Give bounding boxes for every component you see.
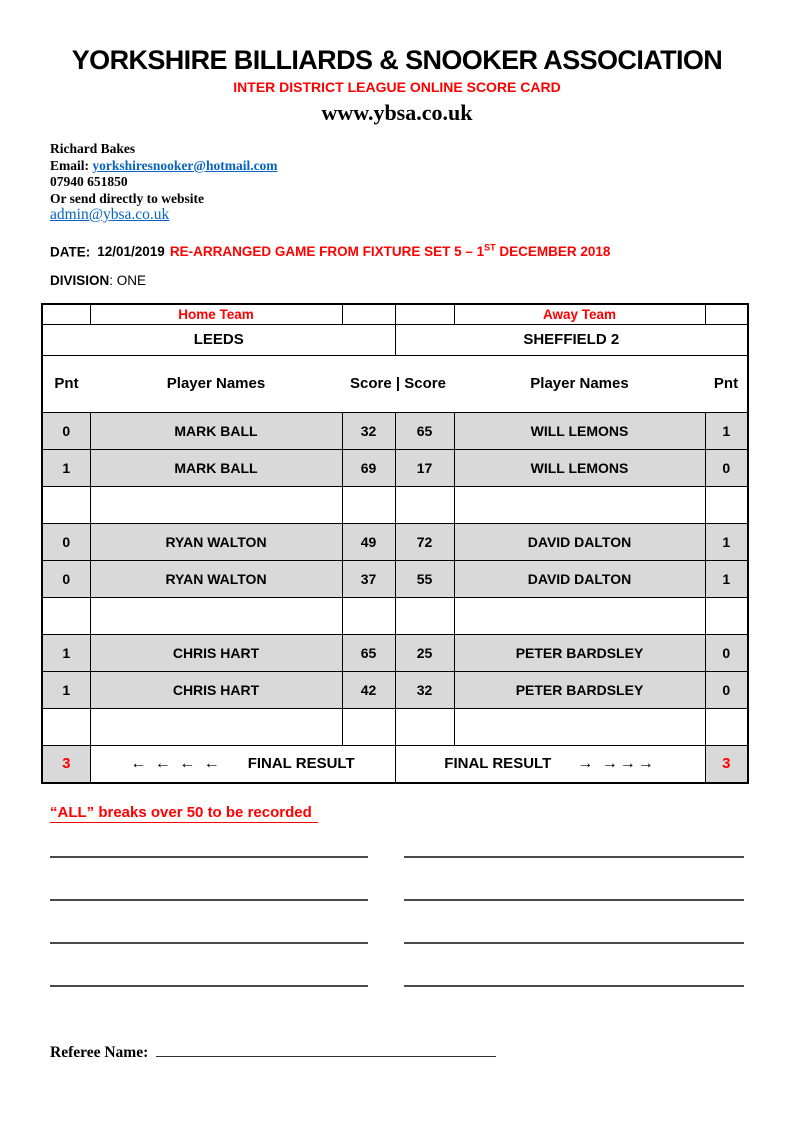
home-pnt-cell: 0 xyxy=(42,560,90,597)
admin-email-link[interactable]: admin@ybsa.co.uk xyxy=(50,206,170,223)
col-header-pnt-left: Pnt xyxy=(42,355,90,412)
breaks-section xyxy=(50,804,794,823)
home-score-cell xyxy=(342,597,395,634)
break-entry-line xyxy=(50,985,368,987)
frame-row xyxy=(42,523,748,560)
away-score-cell: 55 xyxy=(395,560,454,597)
ordinal-suffix: ST xyxy=(484,242,496,253)
document-header xyxy=(0,0,794,126)
home-final-points: 3 xyxy=(42,745,90,783)
away-score-cell xyxy=(395,708,454,745)
home-final-result-cell xyxy=(90,745,395,783)
away-score-cell: 25 xyxy=(395,634,454,671)
away-final-result-label: FINAL RESULT xyxy=(444,754,552,772)
away-final-points: 3 xyxy=(705,745,748,783)
break-entry-line xyxy=(404,942,744,944)
date-label: DATE: xyxy=(50,244,91,259)
away-player-cell: DAVID DALTON xyxy=(454,560,705,597)
score-table xyxy=(41,303,749,784)
break-entry-line xyxy=(404,899,744,901)
home-score-cell xyxy=(342,486,395,523)
frame-row xyxy=(42,671,748,708)
frame-row xyxy=(42,634,748,671)
home-pnt-cell: 1 xyxy=(42,634,90,671)
spacer-cell xyxy=(342,304,395,324)
away-score-cell: 17 xyxy=(395,449,454,486)
home-player-cell: RYAN WALTON xyxy=(90,560,342,597)
home-player-cell: RYAN WALTON xyxy=(90,523,342,560)
away-score-cell xyxy=(395,486,454,523)
away-final-result-cell xyxy=(395,745,705,783)
spacer-cell xyxy=(705,304,748,324)
home-team-name: LEEDS xyxy=(42,324,395,355)
break-entry-line xyxy=(404,856,744,858)
away-score-cell: 72 xyxy=(395,523,454,560)
break-entry-line xyxy=(404,985,744,987)
home-player-cell: MARK BALL xyxy=(90,412,342,449)
away-pnt-cell: 0 xyxy=(705,634,748,671)
home-score-cell xyxy=(342,708,395,745)
col-header-players-right: Player Names xyxy=(454,355,705,412)
referee-label: Referee Name: xyxy=(50,1044,149,1061)
away-score-cell xyxy=(395,597,454,634)
away-score-cell: 65 xyxy=(395,412,454,449)
break-entry-line xyxy=(50,899,368,901)
away-player-cell xyxy=(454,597,705,634)
referee-section xyxy=(50,1044,794,1062)
away-pnt-cell: 0 xyxy=(705,671,748,708)
away-pnt-cell: 1 xyxy=(705,412,748,449)
contact-email-link[interactable]: yorkshiresnooker@hotmail.com xyxy=(92,157,278,173)
contact-note: Or send directly to website xyxy=(50,190,204,206)
home-score-cell: 37 xyxy=(342,560,395,597)
home-pnt-cell: 1 xyxy=(42,671,90,708)
empty-frame-row xyxy=(42,486,748,523)
away-player-cell: DAVID DALTON xyxy=(454,523,705,560)
home-score-cell: 69 xyxy=(342,449,395,486)
breaks-heading: “ALL” breaks over 50 to be recorded xyxy=(50,804,318,823)
division-value: : ONE xyxy=(109,273,147,288)
frame-row xyxy=(42,560,748,597)
away-player-cell xyxy=(454,708,705,745)
spacer-cell xyxy=(42,304,90,324)
home-player-cell xyxy=(90,597,342,634)
home-player-cell xyxy=(90,708,342,745)
frame-row xyxy=(42,449,748,486)
home-pnt-cell xyxy=(42,597,90,634)
home-pnt-cell: 0 xyxy=(42,412,90,449)
date-value: 12/01/2019 xyxy=(97,244,165,259)
frame-row xyxy=(42,412,748,449)
away-player-cell: WILL LEMONS xyxy=(454,412,705,449)
team-name-row xyxy=(42,324,748,355)
empty-frame-row xyxy=(42,708,748,745)
home-pnt-cell xyxy=(42,486,90,523)
email-label: Email: xyxy=(50,157,89,173)
home-score-cell: 42 xyxy=(342,671,395,708)
away-team-label: Away Team xyxy=(454,304,705,324)
home-player-cell: MARK BALL xyxy=(90,449,342,486)
contact-email-line xyxy=(50,158,794,175)
home-player-cell xyxy=(90,486,342,523)
home-pnt-cell xyxy=(42,708,90,745)
away-pnt-cell: 1 xyxy=(705,560,748,597)
away-player-cell: PETER BARDSLEY xyxy=(454,671,705,708)
break-entry-line xyxy=(50,942,368,944)
home-final-result-label: FINAL RESULT xyxy=(247,754,355,772)
away-pnt-cell: 0 xyxy=(705,449,748,486)
contact-block xyxy=(50,141,794,224)
home-score-cell: 32 xyxy=(342,412,395,449)
away-pnt-cell xyxy=(705,597,748,634)
away-player-cell xyxy=(454,486,705,523)
column-header-row xyxy=(42,355,748,412)
final-result-row xyxy=(42,745,748,783)
home-score-cell: 65 xyxy=(342,634,395,671)
col-header-pnt-right: Pnt xyxy=(705,355,748,412)
rearranged-note: RE-ARRANGED GAME FROM FIXTURE SET 5 – 1ST DECEMBER 2018 xyxy=(169,242,611,259)
away-pnt-cell xyxy=(705,708,748,745)
home-pnt-cell: 1 xyxy=(42,449,90,486)
website-url: www.ybsa.co.uk xyxy=(321,100,473,125)
home-team-label: Home Team xyxy=(90,304,342,324)
home-score-cell: 49 xyxy=(342,523,395,560)
away-pnt-cell: 1 xyxy=(705,523,748,560)
break-entry-line xyxy=(50,856,368,858)
col-header-scores: Score | Score xyxy=(342,355,454,412)
away-score-cell: 32 xyxy=(395,671,454,708)
right-arrows-icon: → →→→ xyxy=(577,754,656,772)
division-label: DIVISION xyxy=(50,273,110,288)
spacer-cell xyxy=(395,304,454,324)
date-line xyxy=(50,243,794,260)
home-player-cell: CHRIS HART xyxy=(90,671,342,708)
away-team-name: SHEFFIELD 2 xyxy=(395,324,748,355)
page-subtitle: INTER DISTRICT LEAGUE ONLINE SCORE CARD xyxy=(233,79,561,95)
col-header-players-left: Player Names xyxy=(90,355,342,412)
breaks-lines xyxy=(50,856,794,987)
contact-name: Richard Bakes xyxy=(50,141,136,156)
home-pnt-cell: 0 xyxy=(42,523,90,560)
away-player-cell: PETER BARDSLEY xyxy=(454,634,705,671)
division-line xyxy=(50,273,794,288)
referee-name-line xyxy=(156,1044,496,1057)
contact-phone: 07940 651850 xyxy=(50,174,128,189)
empty-frame-row xyxy=(42,597,748,634)
left-arrows-icon: ← ← ← ← xyxy=(130,754,222,772)
away-player-cell: WILL LEMONS xyxy=(454,449,705,486)
team-label-row xyxy=(42,304,748,324)
home-player-cell: CHRIS HART xyxy=(90,634,342,671)
admin-email-line xyxy=(50,207,794,224)
away-pnt-cell xyxy=(705,486,748,523)
page-title: YORKSHIRE BILLIARDS & SNOOKER ASSOCIATION xyxy=(71,45,723,75)
